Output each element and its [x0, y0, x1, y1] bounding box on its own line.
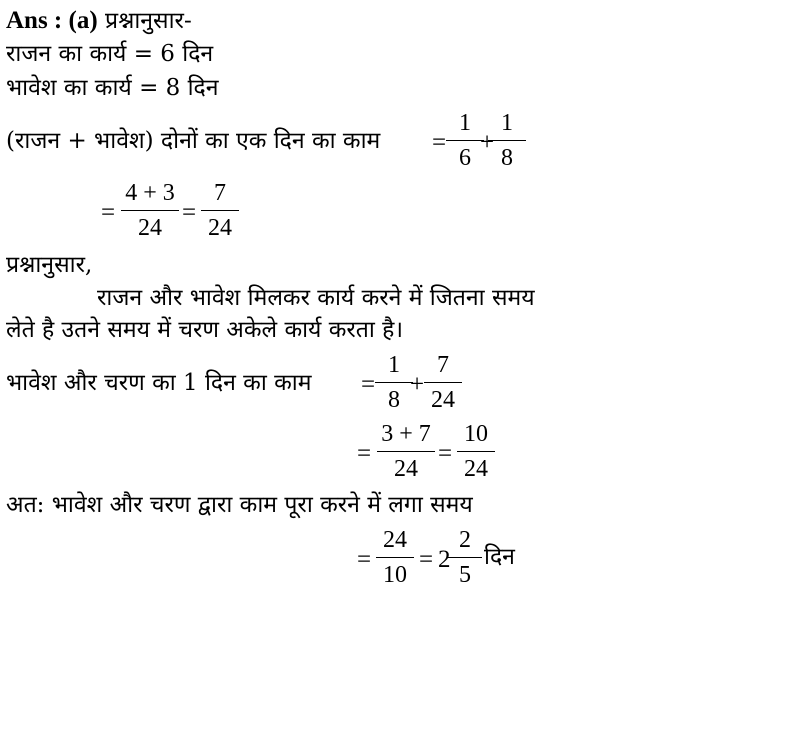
fraction-one-eighth: 1 8	[487, 108, 527, 173]
line-therefore-time: अत: भावेश और चरण द्वारा काम पूरा करने में लगा समय	[6, 492, 473, 518]
line-bhavesh-work: भावेश का कार्य = 8 दिन	[6, 75, 219, 101]
equals-sign: =	[419, 546, 434, 573]
line-combined-work: (राजन + भावेश) दोनों का एक दिन का काम	[6, 128, 381, 154]
answer-intro: प्रश्नानुसार-	[104, 8, 192, 34]
plus-sign: +	[480, 129, 495, 156]
fraction-one-eighth: 1 8	[374, 350, 414, 415]
equals-sign: =	[438, 440, 453, 467]
fraction-sum-over-24: 4 + 3 24	[120, 178, 180, 243]
fraction-seven-over-24: 7 24	[200, 178, 240, 243]
answer-header	[6, 6, 192, 36]
fraction-sum-over-24: 3 + 7 24	[376, 419, 436, 484]
line-according-to-question: प्रश्नानुसार,	[6, 252, 93, 278]
answer-prefix: Ans : (a)	[6, 7, 98, 34]
equals-sign: =	[182, 199, 197, 226]
line-statement-1: राजन और भावेश मिलकर कार्य करने में जितना समय	[97, 285, 535, 311]
equals-sign: =	[357, 546, 372, 573]
mixed-number-whole: 2	[438, 546, 451, 573]
equals-sign: =	[361, 371, 376, 398]
equals-sign: =	[357, 440, 372, 467]
fraction-ten-over-24: 10 24	[456, 419, 496, 484]
line-statement-2: लेते है उतने समय में चरण अकेले कार्य करता है।	[6, 317, 404, 343]
fraction-one-sixth: 1 6	[445, 108, 485, 173]
plus-sign: +	[410, 371, 425, 398]
fraction-24-over-10: 24 10	[375, 525, 415, 590]
fraction-two-fifths: 2 5	[447, 525, 483, 590]
line-bhavesh-charan-work: भावेश और चरण का 1 दिन का काम	[6, 370, 312, 396]
fraction-seven-over-24: 7 24	[423, 350, 463, 415]
unit-days: दिन	[484, 544, 515, 570]
equals-sign: =	[101, 199, 116, 226]
line-rajan-work: राजन का कार्य = 6 दिन	[6, 41, 214, 67]
equals-sign: =	[432, 129, 447, 156]
